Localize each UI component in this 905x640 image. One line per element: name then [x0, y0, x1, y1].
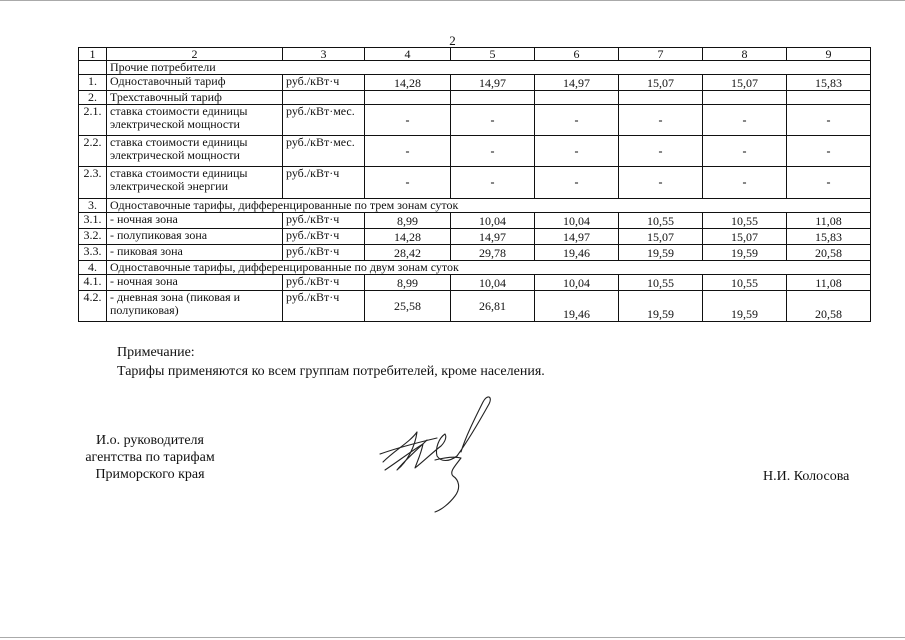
value-cell: 15,83: [787, 75, 871, 91]
header-cell: 8: [703, 48, 787, 61]
value-cell: 29,78: [451, 245, 535, 261]
tariff-name: - ночная зона: [107, 275, 283, 291]
value-cell: 10,55: [619, 275, 703, 291]
note-title: Примечание:: [117, 345, 195, 360]
value-cell: -: [365, 105, 451, 136]
value-cell: -: [703, 167, 787, 199]
tariff-name: Трехставочный тариф: [107, 91, 283, 105]
value-cell: [787, 91, 871, 105]
value-cell: 20,58: [787, 291, 871, 322]
signatory-position: [70, 432, 230, 483]
table-row: [79, 245, 871, 261]
value-cell: 14,28: [365, 229, 451, 245]
unit-cell: руб./кВт·ч: [283, 229, 365, 245]
tariff-name: ставка стоимости единицы электрической мощности: [107, 105, 283, 136]
header-cell: 9: [787, 48, 871, 61]
table-row: [79, 167, 871, 199]
value-cell: 19,59: [619, 245, 703, 261]
value-cell: 15,07: [703, 229, 787, 245]
value-cell: 11,08: [787, 213, 871, 229]
value-cell: 10,04: [535, 275, 619, 291]
value-cell: -: [787, 136, 871, 167]
unit-cell: руб./кВт·ч: [283, 245, 365, 261]
value-cell: [451, 91, 535, 105]
section-title: Прочие потребители: [107, 61, 871, 75]
page-number: 2: [449, 33, 456, 48]
section-title: Одноставочные тарифы, дифференцированные по трем зонам суток: [107, 199, 871, 213]
signatory-line-3: Приморского края: [95, 467, 205, 482]
value-cell: -: [619, 136, 703, 167]
value-cell: 10,04: [451, 275, 535, 291]
header-cell: 5: [451, 48, 535, 61]
table-row: [79, 275, 871, 291]
unit-cell: руб./кВт·ч: [283, 291, 365, 322]
signatory-line-1: И.о. руководителя: [95, 433, 204, 448]
header-cell: 3: [283, 48, 365, 61]
section-row: [79, 261, 871, 275]
value-cell: -: [787, 105, 871, 136]
signer-name: Н.И. Колосова: [763, 469, 850, 484]
table-row: [79, 105, 871, 136]
value-cell: -: [451, 105, 535, 136]
tariff-name: ставка стоимости единицы электрической мощности: [107, 136, 283, 167]
value-cell: [619, 91, 703, 105]
value-cell: 14,28: [365, 75, 451, 91]
value-cell: -: [703, 136, 787, 167]
table-row: [79, 291, 871, 322]
value-cell: -: [451, 167, 535, 199]
header-cell: 2: [107, 48, 283, 61]
value-cell: [703, 91, 787, 105]
section-row: [79, 199, 871, 213]
value-cell: -: [787, 167, 871, 199]
value-cell: 8,99: [365, 275, 451, 291]
table-row: [79, 213, 871, 229]
value-cell: 14,97: [535, 75, 619, 91]
value-cell: 10,55: [703, 275, 787, 291]
tariff-name: - дневная зона (пиковая и полупиковая): [107, 291, 283, 322]
tariff-name: - полупиковая зона: [107, 229, 283, 245]
unit-cell: руб./кВт·ч: [283, 213, 365, 229]
value-cell: -: [535, 105, 619, 136]
unit-cell: руб./кВт·мес.: [283, 105, 365, 136]
value-cell: [365, 91, 451, 105]
unit-cell: руб./кВт·мес.: [283, 136, 365, 167]
value-cell: 10,04: [535, 213, 619, 229]
value-cell: 19,59: [703, 245, 787, 261]
tariff-name: - ночная зона: [107, 213, 283, 229]
value-cell: -: [535, 136, 619, 167]
row-number: 4.2.: [79, 291, 107, 322]
value-cell: [535, 91, 619, 105]
value-cell: 15,07: [619, 229, 703, 245]
table-row: [79, 75, 871, 91]
row-number: 4.1.: [79, 275, 107, 291]
row-number: 2.2.: [79, 136, 107, 167]
tariff-name: ставка стоимости единицы электрической энергии: [107, 167, 283, 199]
row-number: 3.1.: [79, 213, 107, 229]
value-cell: 14,97: [451, 75, 535, 91]
handwritten-signature: [375, 392, 505, 517]
value-cell: 10,04: [451, 213, 535, 229]
unit-cell: [283, 91, 365, 105]
value-cell: 14,97: [535, 229, 619, 245]
signatory-line-2: агентства по тарифам: [85, 450, 215, 465]
tariff-table: [78, 47, 871, 322]
tariff-name: Одноставочный тариф: [107, 75, 283, 91]
value-cell: 26,81: [451, 291, 535, 322]
page-bottom-edge: [0, 637, 905, 638]
section-row: [79, 61, 871, 75]
value-cell: 28,42: [365, 245, 451, 261]
page-top-edge: [0, 0, 905, 1]
unit-cell: руб./кВт·ч: [283, 275, 365, 291]
row-number: 3.2.: [79, 229, 107, 245]
value-cell: 10,55: [703, 213, 787, 229]
row-number: 2.3.: [79, 167, 107, 199]
note-text: Тарифы применяются ко всем группам потребителей, кроме населения.: [117, 364, 545, 379]
tariff-name: - пиковая зона: [107, 245, 283, 261]
row-number: 4.: [79, 261, 107, 275]
value-cell: 15,07: [619, 75, 703, 91]
table-header-row: [79, 48, 871, 61]
value-cell: -: [535, 167, 619, 199]
row-number: 2.1.: [79, 105, 107, 136]
value-cell: 15,07: [703, 75, 787, 91]
header-cell: 6: [535, 48, 619, 61]
value-cell: 15,83: [787, 229, 871, 245]
value-cell: 19,46: [535, 245, 619, 261]
value-cell: -: [365, 167, 451, 199]
row-number: 2.: [79, 91, 107, 105]
header-cell: 7: [619, 48, 703, 61]
value-cell: -: [365, 136, 451, 167]
tariff-table-body: [79, 48, 871, 322]
table-row: [79, 136, 871, 167]
section-title: Одноставочные тарифы, дифференцированные по двум зонам суток: [107, 261, 871, 275]
value-cell: 19,46: [535, 291, 619, 322]
header-cell: 1: [79, 48, 107, 61]
value-cell: 8,99: [365, 213, 451, 229]
unit-cell: руб./кВт·ч: [283, 167, 365, 199]
table-row: [79, 91, 871, 105]
row-number: 3.3.: [79, 245, 107, 261]
value-cell: 25,58: [365, 291, 451, 322]
value-cell: -: [619, 105, 703, 136]
value-cell: 14,97: [451, 229, 535, 245]
value-cell: 19,59: [703, 291, 787, 322]
unit-cell: руб./кВт·ч: [283, 75, 365, 91]
value-cell: 10,55: [619, 213, 703, 229]
value-cell: 19,59: [619, 291, 703, 322]
value-cell: 11,08: [787, 275, 871, 291]
header-cell: 4: [365, 48, 451, 61]
value-cell: -: [451, 136, 535, 167]
row-number: 3.: [79, 199, 107, 213]
value-cell: -: [703, 105, 787, 136]
row-number: 1.: [79, 75, 107, 91]
value-cell: -: [619, 167, 703, 199]
value-cell: 20,58: [787, 245, 871, 261]
table-row: [79, 229, 871, 245]
row-number: [79, 61, 107, 75]
